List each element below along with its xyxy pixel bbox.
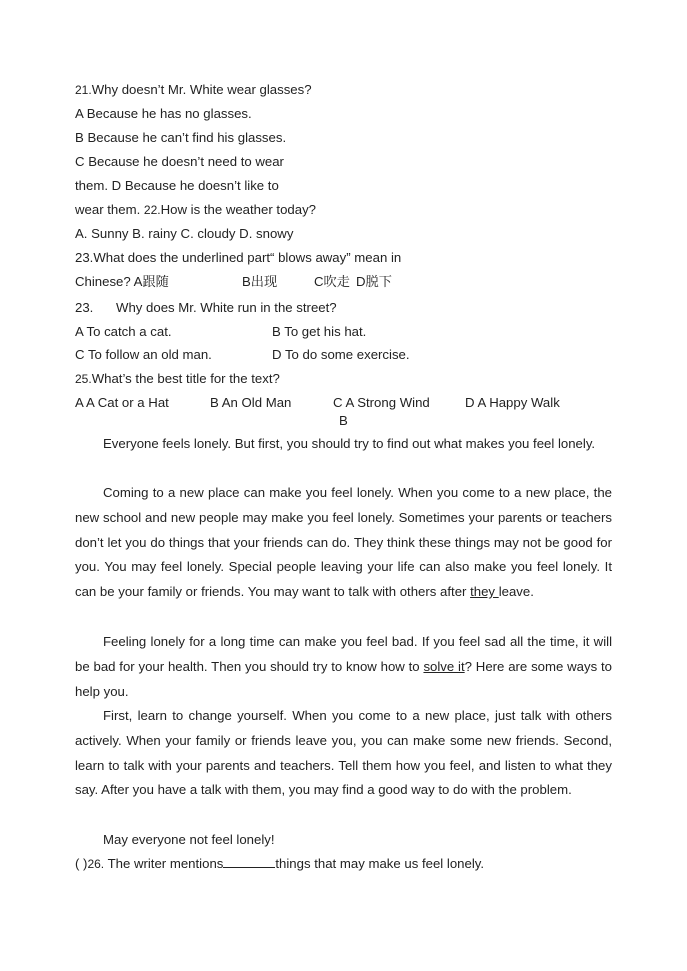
q21-number: 21. xyxy=(75,83,92,97)
q23b-option-c: C To follow an old man. xyxy=(75,347,212,362)
q21-option-a: A Because he has no glasses. xyxy=(75,106,252,121)
q26-line xyxy=(75,855,484,873)
q23a-option-d: 脱下 xyxy=(365,274,392,289)
q23a-options-line xyxy=(75,273,169,290)
q25-stem: What’s the best title for the text? xyxy=(91,371,280,386)
q22-options: A. Sunny B. rainy C. cloudy D. snowy xyxy=(75,226,294,241)
passage-paragraph-4: First, learn to change yourself. When you come to a new place, just talk with others actively. When your family or friends leave you, you can make some new friends. Second, learn to talk with your parents and teachers. Tell them how you feel, and listen to what they say. After you have a talk with them, you may find a good way to do with the problem. xyxy=(75,708,612,798)
p2-end: leave. xyxy=(498,584,534,600)
p2-text: Coming to a new place can make you feel lonely. When you come to a new place, the new school and new people may make you feel lonely. Sometimes your parents or teachers don’t let you do things that your friends can do. They think these things may not be good for you. You may feel lonely. Special people leaving your life can also make you feel lonely. It can be your family or friends. You may want to talk with others after xyxy=(75,485,612,600)
underlined-solve-it: solve it xyxy=(423,658,465,674)
q26-answer-blank[interactable] xyxy=(223,856,275,868)
q21-stem: Why doesn’t Mr. White wear glasses? xyxy=(91,82,312,97)
q23a-option-a: 跟随 xyxy=(142,274,169,289)
q25-stem-line xyxy=(75,370,280,388)
q23a-option-b: 出现 xyxy=(250,274,278,289)
q26-number: 26. xyxy=(87,857,105,871)
passage-paragraph-3 xyxy=(75,630,612,704)
q23b-option-a: A To catch a cat. xyxy=(75,324,172,339)
passage-paragraph-1: Everyone feels lonely. But first, you should try to find out what makes you feel lonely. xyxy=(103,436,596,451)
q23b-option-d: D To do some exercise. xyxy=(272,347,410,362)
q23a-option-c-letter: C xyxy=(314,274,324,289)
q23a-option-c-wrap xyxy=(314,273,350,290)
q23b-option-b: B To get his hat. xyxy=(272,324,367,339)
q23a-option-b-wrap xyxy=(242,273,277,290)
q23a-lead: Chinese? A xyxy=(75,274,143,289)
underlined-they: they xyxy=(470,584,499,600)
q21-option-c: C Because he doesn’t need to wear xyxy=(75,154,284,169)
q21-option-b: B Because he can’t find his glasses. xyxy=(75,130,287,145)
q26-answer-bracket[interactable]: ( ) xyxy=(75,856,88,871)
q25-option-d: D A Happy Walk xyxy=(465,395,560,410)
q25-option-a: A A Cat or a Hat xyxy=(75,395,169,410)
q26-stem-start: The writer mentions xyxy=(107,856,224,871)
q21-q22-line xyxy=(75,201,316,219)
q23a-option-b-letter: B xyxy=(242,274,251,289)
q23a-option-c: 吹走 xyxy=(323,274,350,289)
q21-option-c-cont: them. D Because he doesn’t like to xyxy=(75,178,279,193)
q25-stray-letter: B xyxy=(339,413,348,428)
q21-stem-line xyxy=(75,81,312,99)
q26-stem-end: things that may make us feel lonely. xyxy=(275,856,485,871)
q21-option-d-cont: wear them. xyxy=(75,202,141,217)
p3-end: ? Here are some ways to help you. xyxy=(75,658,612,699)
q23b-stem: Why does Mr. White run in the street? xyxy=(116,300,337,315)
passage-paragraph-5: May everyone not feel lonely! xyxy=(103,832,275,847)
q25-option-c: C A Strong Wind xyxy=(333,395,430,410)
q23a-stem: 23.What does the underlined part“ blows away” mean in xyxy=(75,250,402,265)
q25-number: 25. xyxy=(75,372,92,386)
q23b-number: 23. xyxy=(75,300,94,315)
q23a-option-d-wrap xyxy=(356,273,392,290)
passage-paragraph-2 xyxy=(75,481,612,605)
q25-option-b: B An Old Man xyxy=(210,395,292,410)
p3-text: Feeling lonely for a long time can make you feel bad. If you feel sad all the time, it will be bad for your health. Then you should try to know how to xyxy=(75,634,612,674)
q22-number: 22. xyxy=(143,203,161,217)
q22-stem: How is the weather today? xyxy=(160,202,316,217)
q23a-option-d-letter: D xyxy=(356,274,366,289)
